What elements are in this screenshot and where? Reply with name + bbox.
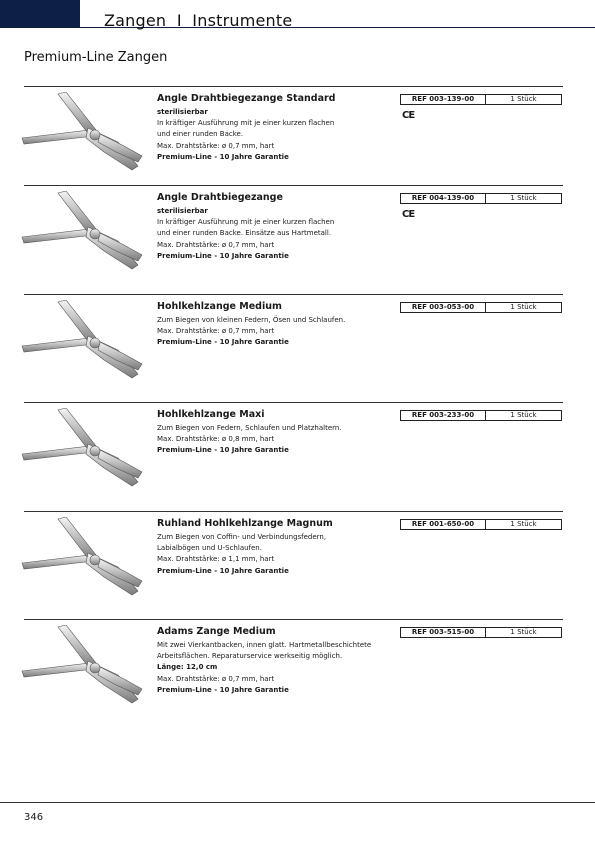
ref-number: REF 004-139-00 — [401, 194, 486, 203]
product-detail-line: Premium-Line - 10 Jahre Garantie — [157, 685, 289, 694]
product-detail-line: und einer runden Backe. — [157, 130, 244, 139]
product-detail-line: Max. Drahtstärke: ø 0,7 mm, hart — [157, 141, 275, 150]
product-separator — [24, 511, 563, 512]
product-detail-line: sterilisierbar — [157, 207, 208, 215]
product-item — [0, 185, 595, 293]
product-description — [157, 93, 393, 163]
ref-number: REF 003-233-00 — [401, 411, 486, 420]
ref-number: REF 003-053-00 — [401, 303, 486, 312]
product-detail-line: Arbeitsflächen. Reparaturservice werkseitig möglich. — [157, 652, 343, 661]
product-item — [0, 294, 595, 402]
product-detail-line: Zum Biegen von Federn, Schlaufen und Platzhaltern. — [157, 424, 342, 432]
product-detail-line: sterilisierbar — [157, 108, 208, 116]
pliers-image — [20, 625, 150, 711]
ref-number: REF 003-139-00 — [401, 95, 486, 104]
product-name: Angle Drahtbiegezange Standard — [157, 93, 336, 104]
product-name: Hohlkehlzange Medium — [157, 301, 282, 312]
product-description — [157, 518, 393, 577]
product-detail-line: Premium-Line - 10 Jahre Garantie — [157, 152, 289, 161]
product-detail-line: Max. Drahtstärke: ø 0,7 mm, hart — [157, 674, 275, 683]
product-separator — [24, 294, 563, 295]
product-detail-line: In kräftiger Ausführung mit je einer kurzen flachen — [157, 119, 335, 128]
section-title: Premium-Line Zangen — [24, 50, 168, 65]
product-detail-line: Premium-Line - 10 Jahre Garantie — [157, 566, 289, 575]
page-number: 346 — [24, 812, 44, 823]
product-separator — [24, 619, 563, 620]
pliers-image — [20, 517, 150, 603]
page-header-title: Zangen I Instrumente — [104, 11, 293, 30]
header-color-block — [0, 0, 80, 28]
product-item — [0, 86, 595, 194]
ref-box — [400, 302, 562, 313]
pliers-image — [20, 408, 150, 494]
quantity: 1 Stück — [510, 411, 537, 419]
quantity: 1 Stück — [510, 95, 537, 103]
product-description — [157, 301, 393, 349]
product-description — [157, 626, 393, 696]
product-item — [0, 402, 595, 510]
product-separator — [24, 402, 563, 403]
quantity: 1 Stück — [510, 520, 537, 528]
ref-number: REF 001-650-00 — [401, 520, 486, 529]
ref-number: REF 003-515-00 — [401, 628, 486, 637]
ce-mark-icon: CE — [402, 110, 415, 121]
product-detail-line: Max. Drahtstärke: ø 0,7 mm, hart — [157, 240, 275, 249]
product-detail-line: Länge: 12,0 cm — [157, 663, 218, 672]
product-detail-line: Premium-Line - 10 Jahre Garantie — [157, 338, 289, 347]
ref-box — [400, 410, 562, 421]
product-detail-line: Labialbögen und U-Schlaufen. — [157, 544, 262, 553]
product-name: Angle Drahtbiegezange — [157, 192, 283, 203]
ref-box — [400, 94, 562, 105]
product-separator — [24, 86, 563, 87]
product-detail-line: Max. Drahtstärke: ø 0,7 mm, hart — [157, 327, 275, 336]
product-detail-line: Zum Biegen von Coffin- und Verbindungsfedern, — [157, 533, 327, 541]
pliers-image — [20, 92, 150, 178]
product-name: Adams Zange Medium — [157, 626, 276, 637]
product-name: Ruhland Hohlkehlzange Magnum — [157, 518, 333, 529]
product-item — [0, 511, 595, 619]
pliers-image — [20, 300, 150, 386]
product-description — [157, 192, 393, 262]
quantity: 1 Stück — [510, 194, 537, 202]
footer-rule — [0, 802, 595, 803]
quantity: 1 Stück — [510, 303, 537, 311]
ref-box — [400, 519, 562, 530]
product-detail-line: Premium-Line - 10 Jahre Garantie — [157, 251, 289, 260]
product-name: Hohlkehlzange Maxi — [157, 409, 265, 420]
ref-box — [400, 193, 562, 204]
product-detail-line: Premium-Line - 10 Jahre Garantie — [157, 446, 289, 455]
quantity: 1 Stück — [510, 628, 537, 636]
pliers-image — [20, 191, 150, 277]
product-description — [157, 409, 393, 457]
product-item — [0, 619, 595, 727]
product-detail-line: Max. Drahtstärke: ø 1,1 mm, hart — [157, 555, 275, 564]
product-detail-line: und einer runden Backe. Einsätze aus Hartmetall. — [157, 229, 332, 238]
product-separator — [24, 185, 563, 186]
ref-box — [400, 627, 562, 638]
product-detail-line: In kräftiger Ausführung mit je einer kurzen flachen — [157, 218, 335, 227]
product-detail-line: Max. Drahtstärke: ø 0,8 mm, hart — [157, 435, 275, 444]
ce-mark-icon: CE — [402, 209, 415, 220]
product-detail-line: Zum Biegen von kleinen Federn, Ösen und Schlaufen. — [157, 316, 346, 324]
product-detail-line: Mit zwei Vierkantbacken, innen glatt. Hartmetallbeschichtete — [157, 641, 372, 649]
